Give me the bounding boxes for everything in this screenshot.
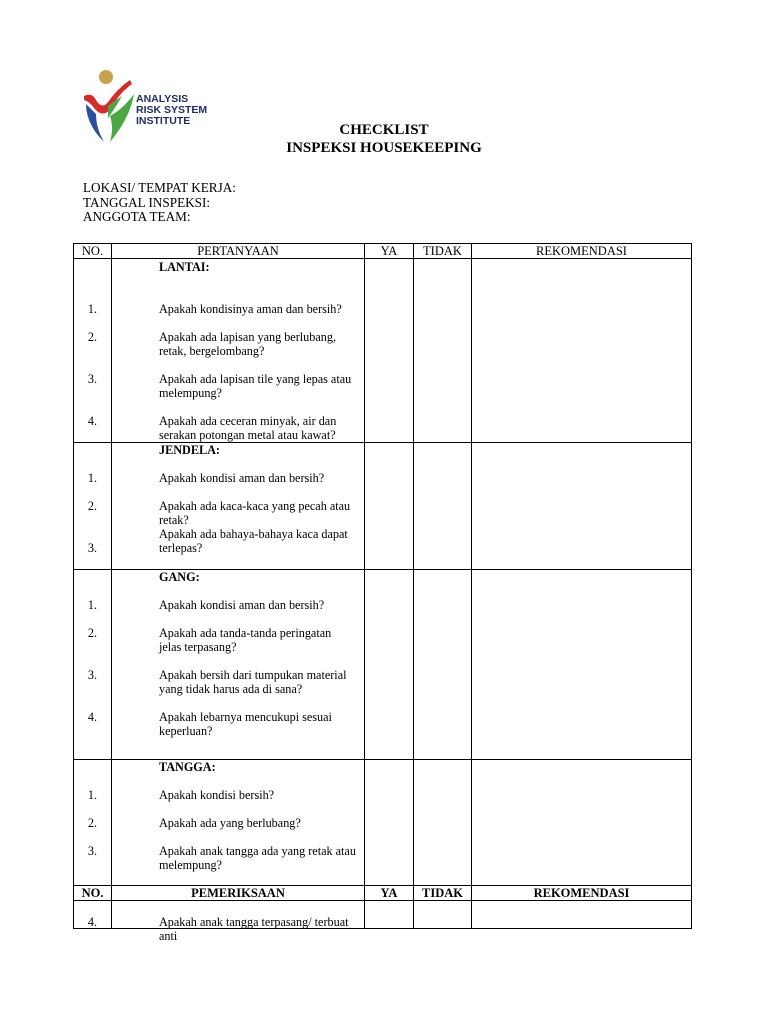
question-text: Apakah ada lapisan tile yang lepas atau melempung? [159, 372, 352, 401]
item-number: 4. [87, 414, 98, 428]
rekomendasi-cell[interactable] [472, 760, 692, 886]
item-number: 3. [87, 372, 98, 386]
rekomendasi-cell[interactable] [472, 570, 692, 760]
section-title: TANGGA: [159, 760, 216, 774]
section-row-gang [74, 570, 692, 760]
section-row-tangga [74, 760, 692, 886]
header-no: NO. [74, 886, 112, 901]
ya-cell[interactable] [365, 901, 414, 929]
rekomendasi-cell[interactable] [472, 259, 692, 443]
item-number: 1. [87, 598, 98, 612]
question-cell [112, 901, 365, 944]
logo-line-1: ANALYSIS [136, 93, 189, 105]
question-text: Apakah ada tanda-tanda peringatan jelas terpasang? [159, 626, 332, 655]
ya-cell[interactable] [365, 259, 414, 443]
item-number: 3. [87, 668, 98, 682]
tidak-cell[interactable] [414, 901, 472, 929]
number-cell [74, 570, 112, 760]
section-row-lantai [74, 259, 692, 443]
header-ya: YA [365, 244, 414, 259]
question-text: Apakah ada yang berlubang? [159, 816, 301, 830]
ya-cell[interactable] [365, 443, 414, 570]
rekomendasi-cell[interactable] [472, 443, 692, 570]
item-number: 1. [87, 471, 98, 485]
question-text: Apakah ada ceceran minyak, air dan serakan potongan metal atau kawat? [159, 414, 337, 443]
table-header-row-2 [74, 886, 692, 901]
item-number: 4. [87, 710, 98, 724]
section-title: GANG: [159, 570, 200, 584]
question-text: Apakah lebarnya mencukupi sesuai keperluan? [159, 710, 332, 739]
header-tidak: TIDAK [414, 886, 472, 901]
question-text: Apakah ada lapisan yang berlubang, retak, bergelombang? [159, 330, 336, 359]
item-number: 3. [87, 541, 98, 555]
number-cell [74, 443, 112, 570]
question-text: Apakah kondisi bersih? [159, 788, 275, 802]
number-cell [74, 259, 112, 443]
tidak-cell[interactable] [414, 443, 472, 570]
table-header-row [74, 244, 692, 259]
item-number: 2. [87, 330, 98, 344]
header-ya: YA [365, 886, 414, 901]
header-pemeriksaan: PEMERIKSAAN [112, 886, 365, 901]
header-rekomendasi: REKOMENDASI [472, 244, 692, 259]
number-cell [74, 760, 112, 886]
tidak-cell[interactable] [414, 760, 472, 886]
ya-cell[interactable] [365, 570, 414, 760]
question-text: Apakah ada kaca-kaca yang pecah atau retak? [159, 499, 351, 528]
header-pertanyaan: PERTANYAAN [112, 244, 365, 259]
ya-cell[interactable] [365, 760, 414, 886]
question-text: Apakah anak tangga ada yang retak atau melempung? [159, 844, 356, 873]
section-title: JENDELA: [159, 443, 220, 457]
header-tidak: TIDAK [414, 244, 472, 259]
question-text: Apakah kondisi aman dan bersih? [159, 471, 325, 485]
number-cell [74, 901, 112, 929]
question-cell [112, 760, 365, 886]
question-cell [112, 570, 365, 760]
header-rekomendasi: REKOMENDASI [472, 886, 692, 901]
question-text: Apakah kondisinya aman dan bersih? [159, 302, 342, 316]
lokasi-label: LOKASI/ TEMPAT KERJA: [83, 180, 236, 195]
title-line-2: INSPEKSI HOUSEKEEPING [286, 140, 482, 156]
question-cell [112, 259, 365, 443]
logo-line-2: RISK SYSTEM [136, 104, 208, 116]
item-number: 3. [87, 844, 98, 858]
title-line-1: CHECKLIST [339, 122, 429, 138]
document-title [0, 121, 768, 157]
tidak-cell[interactable] [414, 570, 472, 760]
section-title: LANTAI: [159, 260, 210, 274]
logo-line-3: INSTITUTE [136, 115, 191, 127]
question-text: Apakah ada bahaya-bahaya kaca dapat terlepas? [159, 527, 348, 556]
question-text: Apakah anak tangga terpasang/ terbuat anti [159, 915, 349, 944]
checklist-table [73, 243, 692, 944]
item-number: 2. [87, 626, 98, 640]
rekomendasi-cell[interactable] [472, 901, 692, 929]
item-number: 1. [87, 788, 98, 802]
tanggal-label: TANGGAL INSPEKSI: [83, 194, 211, 210]
anggota-label: ANGGOTA TEAM: [83, 209, 191, 224]
item-number: 4. [87, 915, 98, 929]
meta-fields [83, 181, 236, 225]
item-number: 2. [87, 499, 98, 513]
item-number: 1. [87, 302, 98, 316]
tidak-cell[interactable] [414, 259, 472, 443]
question-cell [112, 443, 365, 570]
section-row-jendela [74, 443, 692, 570]
question-text: Apakah bersih dari tumpukan material yang tidak harus ada di sana? [159, 668, 347, 697]
item-number: 2. [87, 816, 98, 830]
question-text: Apakah kondisi aman dan bersih? [159, 598, 325, 612]
header-no: NO. [74, 244, 112, 259]
continued-row [74, 901, 692, 929]
